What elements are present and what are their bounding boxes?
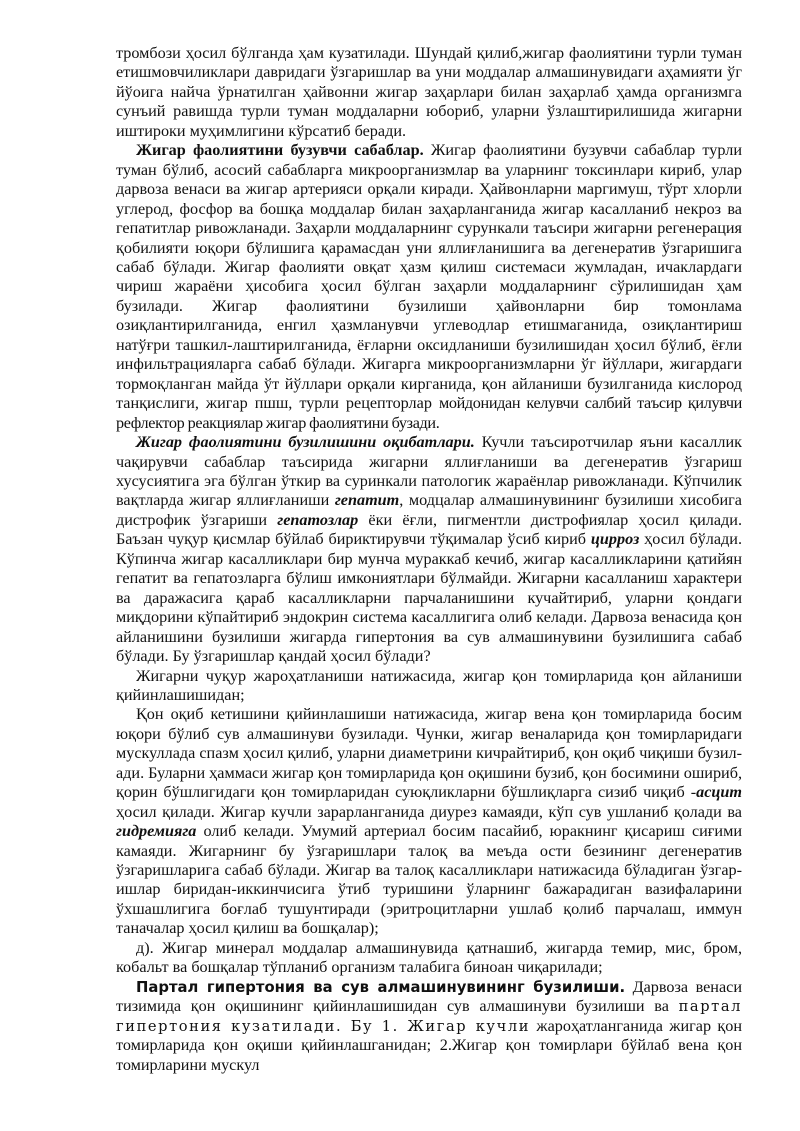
heading-consequences: Жигар фаолиятини бузилишини оқибатлари. (136, 433, 475, 452)
causes-text: Жигар фаолиятини бузувчи сабаблар турли туман бўлиб, асосий сабабларга микроорганизмлар ва уларнинг токсинлари кириб, улар дарвоза венаси ва жигар артерияси орқали киради. Ҳайвонларни маргимуш, тўрт хлорли углерод, фосфор ва бошқа моддалар билан заҳарланганида жигар касалланиб некроз ва гепатитлар ривожланади. Заҳарли моддаларнинг сурункали таъсири жигарни регенерация қобилияти юқори бўлишига қарамасдан уни яллиғланишига ва дегенератив ўзгаришига сабаб бўлади. Жигар фаолияти овқат ҳазм қилиш системаси жумладан, ичаклардаги чириш жараёни ҳисобига ҳосил бўлган заҳарли моддаларнинг сўрилишидан ҳам бузилади. Жигар фаолиятини бузилиши ҳайвонларни бир томонлама озиқлантирилганида, енгил ҳазмланувчи углеводлар етишмаганида, озиқлантириш натўғри ташкил-лаштирилганида, ёғларни оксидланиши бузилишидан ҳосил бўлиб, ёғли инфильтрацияларга сабаб бўлади. Жигарга микроорганизмларни ўг йўллари, жигардаги тормоқланган майда ўт йўллари орқали кирганида, қон айланиши бузилганида кислород танқислиги, жигар пшш, турли рецепторлар (116, 141, 742, 413)
heading-causes: Жигар фаолиятини бузувчи сабаблар. (136, 141, 424, 160)
paragraph-circulation: Жигарни чуқур жароҳатланиши натижасида, жигар қон томирларида қон айланиши қийинлашишидан; (116, 666, 742, 704)
heading-portal-hypertension: Партал гипертония ва сув алмашинувининг бузилиши. (136, 978, 626, 996)
term-hydremia: гидремияга (116, 822, 197, 841)
paragraph-minerals: д). Жигар минерал моддалар алмашинувида қатнашиб, жигарда темир, мис, бром, кобальт ва бошқалар тўпланиб организм талабига биноан чиқарилади; (116, 938, 742, 977)
document-page (116, 44, 742, 1075)
paragraph-water-exchange (116, 705, 742, 938)
paragraph-intro: тромбози ҳосил бўлганда ҳам кузатилади. Шундай қилиб,жигар фаолиятини турли туман етишмовчиликлари давридаги ўзгаришлар ва уни моддалар алмашинувидаги аҳамияти ўг йўоига найча ўрнатилган ҳайвонни жигар заҳарлари билан заҳарлаб ҳамда организмга сунъий равишда турли туман моддаларни юбориб, уларни ўзлаштирилишида жигарни иштироки муҳимлигини кўрсатиб беради. (116, 44, 742, 140)
portal-text-2: жароҳатланганида жигар қон томирларида қон оқиши қийинлашганидан; 2.Жигар қон томирлари бўйлаб вена қон томирларини мускул (116, 1016, 742, 1074)
term-ascites: асцит (696, 783, 742, 802)
water-text-3: олиб келади. Умумий артериал босим пасайиб, юракнинг қисариш сиғими камаяди. Жигарнинг бу ўзгаришлари талоқ ва меъда ости безининг дегенератив ўзгаришларига сабаб бўлади. Жигар ва талоқ касалликлари натижасида бўладиган ўзгаришлар биридан-иккинчисига ўтиб туришини ўларнинг бажарадиган вазифаларини ўхшашлигига боғлаб тушунтиради (эритроцитларни ушлаб қолиб парчалаш, иммун таначалар ҳосил қилиш ва бошқалар); (116, 822, 742, 938)
causes-text-end: мойдонидан келувчи салбий таъсир қилувчи рефлектор реакциялар жигар фаолиятини бузади. (116, 394, 742, 432)
paragraph-consequences (116, 433, 742, 666)
term-hepatitis: гепатит (334, 491, 400, 510)
consequences-text-1: Кучли таъсиротчилар яъни касаллик чақирувчи сабаблар таъсирида жигарни яллиғланиши ва дегенератив ўзгариш хусусиятига эга бўлган ўткир ва суринкали патологик жараёнлар ривожланади. Кўпчилик вақтларда жигар яллиғланиши (116, 433, 742, 510)
portal-text-spaced: партал гипертония кузатилади. Бу 1. Жигар кучли (116, 998, 742, 1035)
portal-text-1: Дарвоза венаси тизимида қон оқишининг қийинлашишидан сув алмашинуви бузилиши ва (116, 977, 742, 1016)
paragraph-causes (116, 141, 742, 433)
term-hepatosis: гепатозлар (277, 510, 359, 529)
consequences-text-3: ёки ёғли, пигментли дистрофиялар ҳосил қилади. Баъзан чуқур қисмлар бўйлаб бириктирувчи тўқималар ўсиб кириб (116, 510, 743, 549)
consequences-text-2: , модцалар алмашинувининг бузилиши хисобига дистрофик ўзгариши (116, 491, 742, 529)
consequences-text-4: ҳосил бўлади. Кўпинча жигар касалликлари бир мунча мураккаб кечиб, жигар касалликларини қатийян гепатит ва гепатозларга бўлиш имкониятлари бўлмайди. Жигарни касалланиш характери ва даражасига қараб касалликларни парчаланишини кучайтириб, уларни қондаги миқдорини кўпайтириб эндокрин система касаллигига олиб келади. Дарвоза венасида қон айланишини бузилиши жигарда гипертония ва сув алмашинувини бузилишига сабаб бўлади. Бу ўзгаришлар қандай ҳосил бўлади? (116, 530, 742, 666)
term-cirrhosis: цирроз (590, 530, 640, 549)
water-text-1: Қон оқиб кетишини қийинлашиши натижасида, жигар вена қон томирларида босим юқори бўлиб сув алмашинуви бузилади. Чунки, жигар веналарида қон томирларидаги мускуллада спазм ҳосил қилиб, уларни диаметрини кичрайтириб, қон оқиб чиқиши бузилади. Буларни ҳаммаси жигар қон томирларида қон оқишини бузиб, қон босимини ошириб, қорин бўшлигидаги қон томирларидан суюқликларни бўшлиқларга сизиб чиқиб - (116, 705, 742, 802)
water-text-2: ҳосил қилади. Жигар кучли зарарланганида диурез камаяди, кўп сув ушланиб қолади ва (116, 802, 742, 821)
paragraph-portal-hypertension (116, 978, 742, 1075)
